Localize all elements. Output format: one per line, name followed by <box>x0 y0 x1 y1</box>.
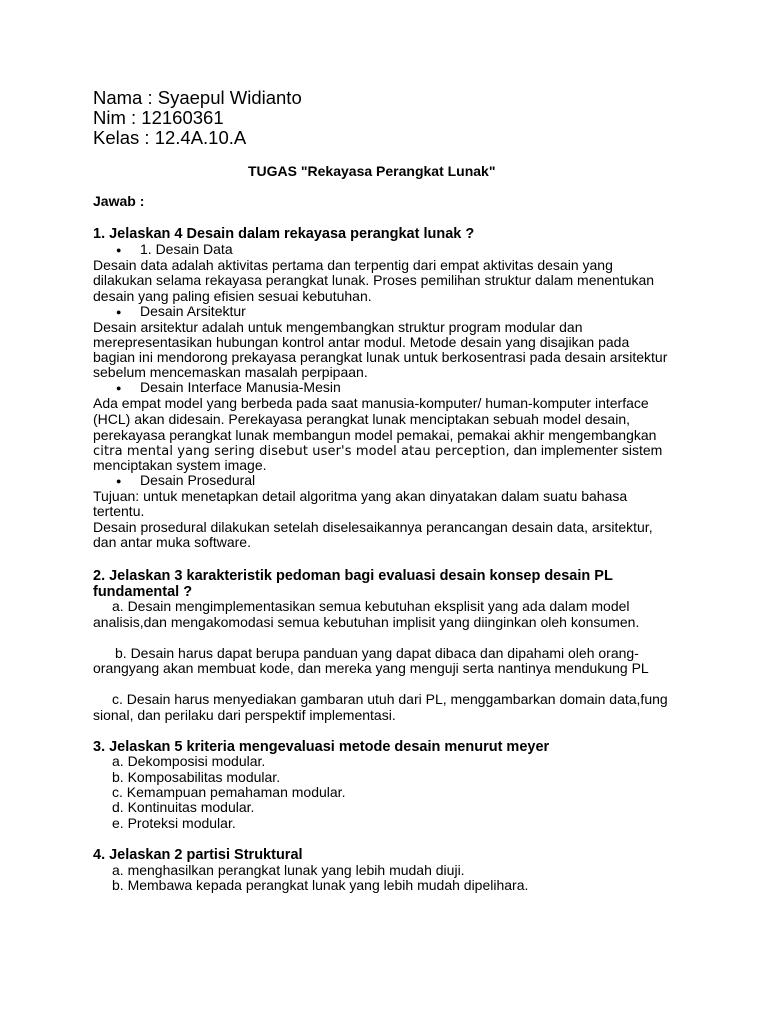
q1-desain-interface-line: (HCL) akan didesain. Perekayasa perangkat lunak menciptakan sebuah model desain, <box>93 411 630 427</box>
question-3: 3. Jelaskan 5 kriteria mengevaluasi metode desain menurut meyer <box>93 739 550 755</box>
q1-desain-interface-tail: dan implementer sistem <box>509 442 663 458</box>
q2-answer-c: sional, dan perilaku dari perspektif implementasi. <box>93 707 396 723</box>
q2-answer-b: orangyang akan membuat kode, dan mereka yang menguji serta nantinya mendukung PL <box>93 660 649 676</box>
answer-label: Jawab : <box>93 193 145 209</box>
q1-desain-interface-line: Ada empat model yang berbeda pada saat manusia-komputer/ human-komputer interface <box>93 395 649 411</box>
q2-answer-a: a. Desain mengimplementasikan semua kebutuhan eksplisit yang ada dalam model <box>112 598 630 614</box>
q1-desain-interface-line: menciptakan system image. <box>93 457 267 473</box>
q3-item: d. Kontinuitas modular. <box>112 799 255 815</box>
q1-bullet-desain-data: 1. Desain Data <box>140 241 233 257</box>
q4-item: b. Membawa kepada perangkat lunak yang lebih mudah dipelihara. <box>112 877 529 893</box>
q1-desain-prosedural-line: Desain prosedural dilakukan setelah diselesaikannya perancangan desain data, arsitektur, <box>93 519 653 535</box>
question-2-line-1: 2. Jelaskan 3 karakteristik pedoman bagi evaluasi desain konsep desain PL <box>93 568 613 584</box>
student-name: Nama : Syaepul Widianto <box>93 87 302 108</box>
student-class: Kelas : 12.4A.10.A <box>93 127 247 148</box>
q2-answer-c: c. Desain harus menyediakan gambaran utuh dari PL, menggambarkan domain data,fung <box>112 691 668 707</box>
q1-desain-arsitektur-line: Desain arsitektur adalah untuk mengembangkan struktur program modular dan <box>93 319 583 335</box>
q3-item: b. Komposabilitas modular. <box>112 769 281 785</box>
bullet-icon: ● <box>116 307 122 317</box>
q3-item: c. Kemampuan pemahaman modular. <box>112 784 346 800</box>
q1-bullet-desain-interface: Desain Interface Manusia-Mesin <box>140 379 341 395</box>
question-1: 1. Jelaskan 4 Desain dalam rekayasa perangkat lunak ? <box>93 226 475 242</box>
q1-desain-prosedural-line: dan antar muka software. <box>93 534 251 550</box>
q1-desain-data-line: dilakukan selama rekayasa perangkat lunak. Proses pemilihan struktur dalam menentukan <box>93 272 655 288</box>
q1-desain-prosedural-line: Tujuan: untuk menetapkan detail algoritma yang akan dinyatakan dalam suatu bahasa <box>93 488 628 504</box>
q1-desain-data-line: desain yang paling efisien sesuai kebutuhan. <box>93 288 372 304</box>
q1-desain-arsitektur-line: sebelum mencemaskan masalah perpipaan. <box>93 364 368 380</box>
q3-item: a. Dekomposisi modular. <box>112 753 266 769</box>
q3-item: e. Proteksi modular. <box>112 815 236 831</box>
bullet-icon: ● <box>116 383 122 393</box>
bullet-icon: ● <box>116 476 122 486</box>
q2-answer-b: b. Desain harus dapat berupa panduan yang dapat dibaca dan dipahami oleh orang- <box>115 645 639 661</box>
student-nim: Nim : 12160361 <box>93 107 224 128</box>
question-4: 4. Jelaskan 2 partisi Struktural <box>93 847 303 863</box>
question-2-line-2: fundamental ? <box>93 584 193 600</box>
q2-answer-a: analisis,dan mengakomodasi semua kebutuhan implisit yang diinginkan oleh konsumen. <box>93 614 640 630</box>
q1-desain-prosedural-line: tertentu. <box>93 503 145 519</box>
q1-bullet-desain-prosedural: Desain Prosedural <box>140 472 256 488</box>
bullet-icon: ● <box>116 245 122 255</box>
q1-desain-data-line: Desain data adalah aktivitas pertama dan terpentig dari empat aktivitas desain yang <box>93 257 613 273</box>
assignment-title: TUGAS "Rekayasa Perangkat Lunak" <box>248 163 496 179</box>
q1-bullet-desain-arsitektur: Desain Arsitektur <box>140 303 246 319</box>
q4-item: a. menghasilkan perangkat lunak yang lebih mudah diuji. <box>112 862 465 878</box>
q1-desain-arsitektur-line: bagian ini mendorong prekayasa perangkat lunak untuk berkosentrasi pada desain arsitektur <box>93 349 668 365</box>
q1-desain-arsitektur-line: merepresentasikan hubungan kontrol antar modul. Metode desain yang disajikan pada <box>93 334 630 350</box>
q1-desain-interface-line: perekayasa perangkat lunak membangun model pemakai, pemakai akhir mengembangkan <box>93 427 657 443</box>
q1-desain-interface-alt-font: citra mental yang sering disebut user's model atau perception, <box>93 444 510 459</box>
